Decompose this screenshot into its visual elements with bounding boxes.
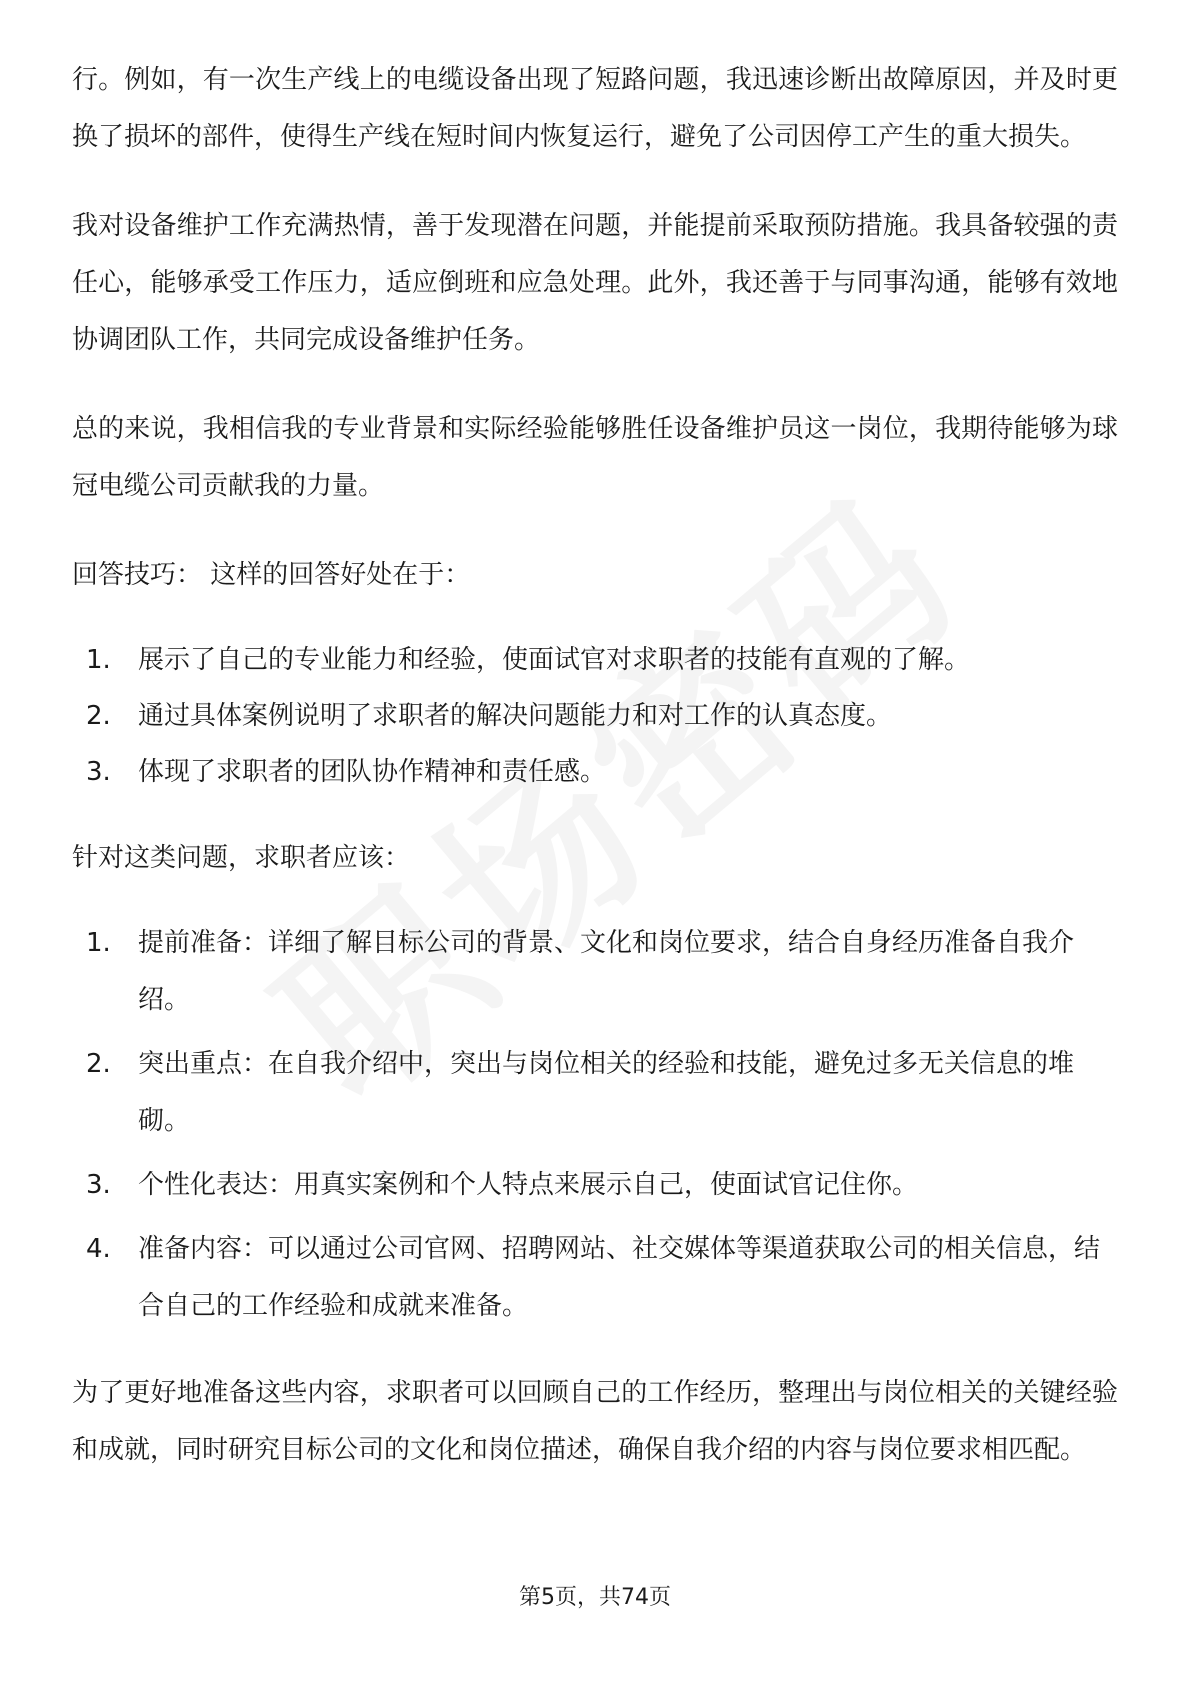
list-item [86, 744, 1118, 800]
list-number: 2. [86, 701, 111, 731]
paragraph-1: 行。例如，有一次生产线上的电缆设备出现了短路问题，我迅速诊断出故障原因，并及时更换了损坏的部件，使得生产线在短时间内恢复运行，避免了公司因停工产生的重大损失。 [72, 65, 1118, 152]
list-number: 3. [86, 757, 111, 787]
list-number: 4. [86, 1234, 111, 1264]
list-text: 个性化表达：用真实案例和个人特点来展示自己，使面试官记住你。 [138, 1170, 919, 1200]
document-page [72, 52, 1118, 1511]
list-number: 2. [86, 1049, 111, 1079]
advice-list [72, 915, 1118, 1335]
page-footer: 第5页，共74页 [519, 1585, 671, 1610]
list-item [86, 1157, 1118, 1214]
list-item [86, 1221, 1118, 1335]
list-item [86, 632, 1118, 688]
paragraph-3: 总的来说，我相信我的专业背景和实际经验能够胜任设备维护员这一岗位，我期待能够为球冠电缆公司贡献我的力量。 [72, 414, 1118, 501]
answer-tips-heading: 回答技巧： 这样的回答好处在于： [72, 560, 471, 590]
list-number: 1. [86, 645, 111, 675]
paragraph-closing: 为了更好地准备这些内容，求职者可以回顾自己的工作经历，整理出与岗位相关的关键经验和成就，同时研究目标公司的文化和岗位描述，确保自我介绍的内容与岗位要求相匹配。 [72, 1378, 1118, 1465]
paragraph-2: 我对设备维护工作充满热情，善于发现潜在问题，并能提前采取预防措施。我具备较强的责任心，能够承受工作压力，适应倒班和应急处理。此外，我还善于与同事沟通，能够有效地协调团队工作，共同完成设备维护任务。 [72, 211, 1118, 355]
list-text: 提前准备：详细了解目标公司的背景、文化和岗位要求，结合自身经历准备自我介绍。 [138, 928, 1075, 1015]
advice-heading: 针对这类问题，求职者应该： [72, 843, 411, 873]
list-text: 展示了自己的专业能力和经验，使面试官对求职者的技能有直观的了解。 [138, 645, 971, 675]
list-item [86, 688, 1118, 744]
list-text: 体现了求职者的团队协作精神和责任感。 [138, 757, 607, 787]
list-item [86, 915, 1118, 1029]
list-text: 通过具体案例说明了求职者的解决问题能力和对工作的认真态度。 [138, 701, 893, 731]
list-text: 准备内容：可以通过公司官网、招聘网站、社交媒体等渠道获取公司的相关信息，结合自己的工作经验和成就来准备。 [138, 1234, 1101, 1321]
list-number: 1. [86, 928, 111, 958]
benefits-list [72, 632, 1118, 800]
list-number: 3. [86, 1170, 111, 1200]
list-item [86, 1036, 1118, 1150]
list-text: 突出重点：在自我介绍中，突出与岗位相关的经验和技能，避免过多无关信息的堆砌。 [138, 1049, 1075, 1136]
